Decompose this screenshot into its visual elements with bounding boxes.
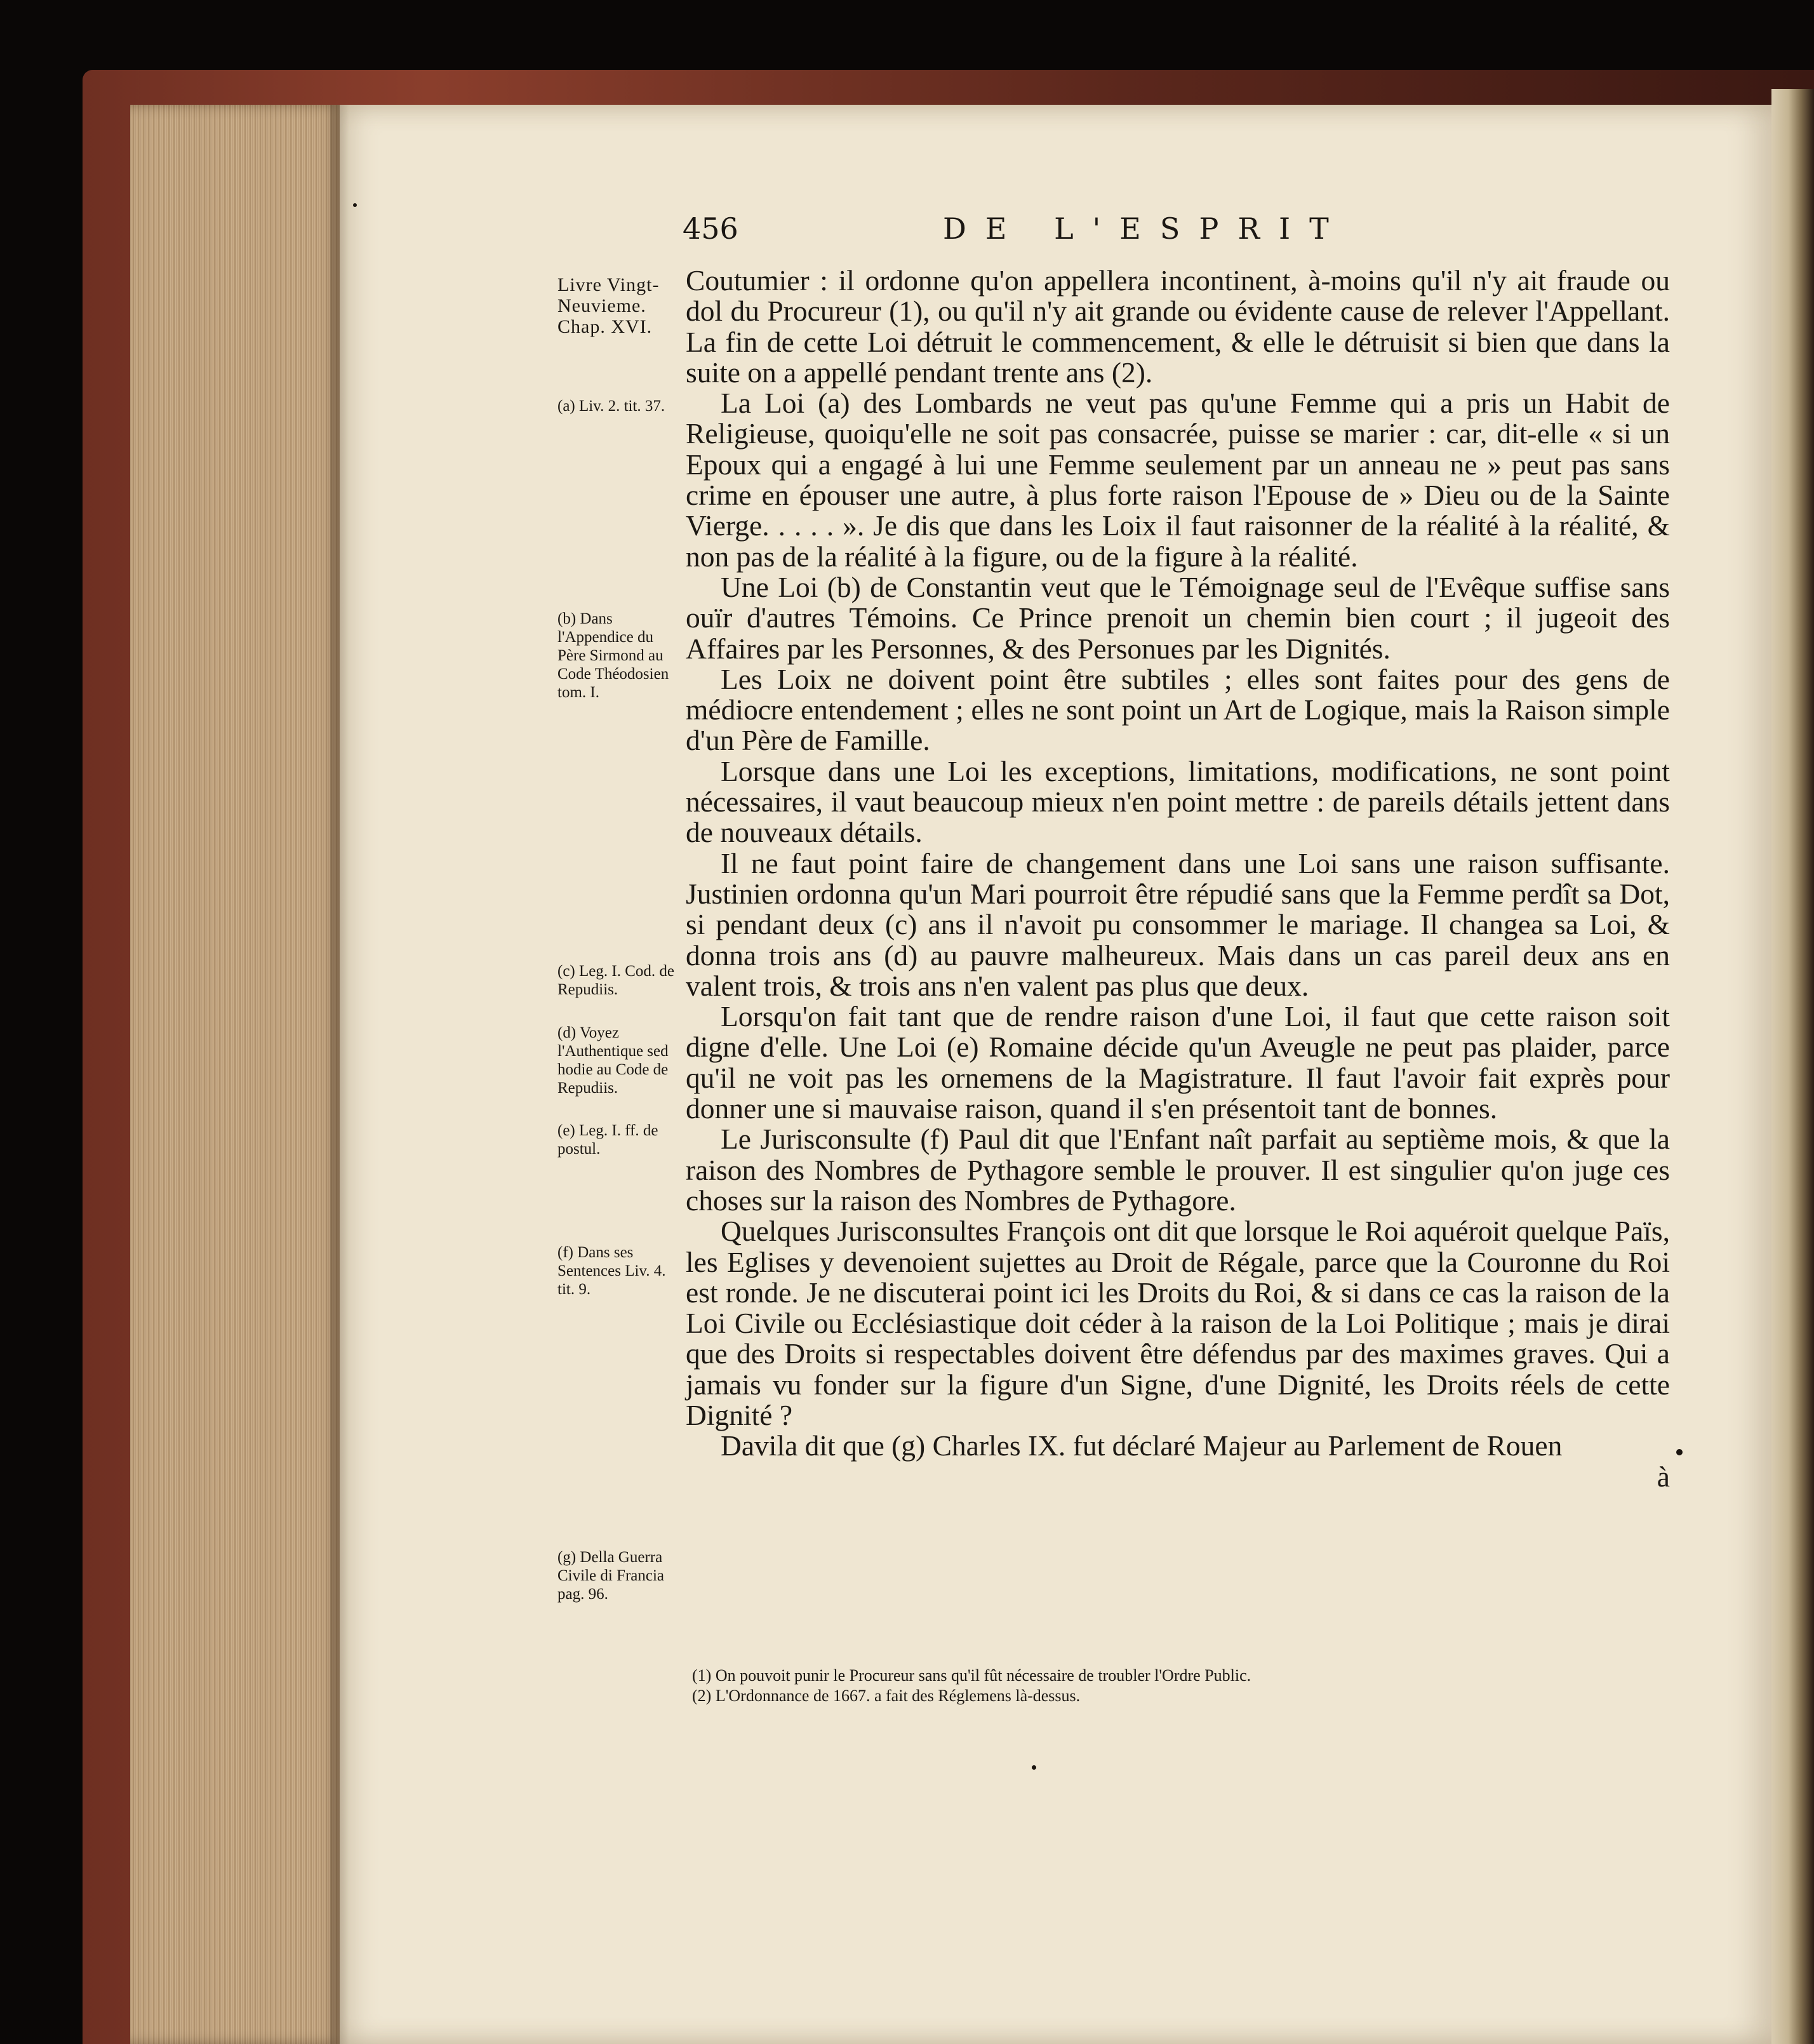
ink-speck — [1676, 1449, 1683, 1455]
margin-note-b: (b) Dans l'Appendice du Père Sirmond au Code Théodosien tom. I. — [557, 610, 669, 701]
footnote-2: (2) L'Ordonnance de 1667. a fait des Réglemens là-dessus. — [692, 1687, 1081, 1705]
running-head — [683, 211, 1698, 250]
page-title: DE L'ESPRIT — [943, 211, 1348, 246]
facing-page-edge — [1771, 89, 1814, 2044]
page-gutter — [330, 105, 349, 2044]
paragraph: Une Loi (b) de Constantin veut que le Témoignage seul de l'Evêque suffise sans ouïr d'autres Témoins. Ce Prince prenoit un chemin bien court ; il jugeoit des Affaires par les Personnes, & des Personues par les Dignités. — [686, 570, 1670, 665]
footnote-1: (1) On pouvoit punir le Procureur sans qu'il fût nécessaire de troubler l'Ordre Public. — [692, 1666, 1251, 1685]
margin-note-f: (f) Dans ses Sentences Liv. 4. tit. 9. — [557, 1244, 666, 1298]
paragraph: Le Jurisconsulte (f) Paul dit que l'Enfant naît parfait au septième mois, & que la raison des Nombres de Pythagore semble le prouver. Il est singulier qu'on juge ces choses sur la raison des Nombres de Pythagore. — [686, 1123, 1670, 1217]
paragraph: Les Loix ne doivent point être subtiles ; elles sont faites pour des gens de médiocre entendement ; elles ne sont point un Art de Logique, mais la Raison simple d'un Père de Famille. — [686, 662, 1670, 757]
margin-note-book-chapter: Livre Vingt-Neuvieme. Chap. XVI. — [557, 274, 660, 337]
paragraph: La Loi (a) des Lombards ne veut pas qu'une Femme qui a pris un Habit de Religieuse, quoiqu'elle ne soit pas consacrée, puisse se marier : car, dit-elle « si un Epoux qui a engagé à lui une Femme seulement par un anneau ne » peut pas sans crime en épouser une autre, à plus forte raison l'Epouse de » Dieu ou de la Sainte Vierge. . . . . ». Je dis que dans les Loix il faut raisonner de la réalité à la réalité, & non pas de la réalité à la figure, ou de la figure à la réalité. — [686, 387, 1670, 573]
paragraph: Lorsque dans une Loi les exceptions, limitations, modifications, ne sont point nécessaires, il vaut beaucoup mieux n'en point mettre : de pareils détails jettent dans de nouveaux détails. — [686, 754, 1670, 849]
paragraph: Coutumier : il ordonne qu'on appellera incontinent, à-moins qu'il n'y ait fraude ou dol du Procureur (1), ou qu'il n'y ait grande ou évidente cause de relever l'Appellant. La fin de cette Loi détruit le commencement, & elle le détruisit si bien que dans la suite on a appellé pendant trente ans (2). — [686, 264, 1670, 389]
ink-speck — [1032, 1765, 1036, 1770]
footnotes — [692, 1666, 1683, 1706]
paragraph: Lorsqu'on fait tant que de rendre raison d'une Loi, il faut que cette raison soit digne d'elle. Une Loi (e) Romaine décide qu'un Aveugle ne peut pas plaider, parce qu'il ne voit pas les ornemens de la Magistrature. Il faut l'avoir fait exprès pour donner une si mauvaise raison, quand il s'en présentoit tant de bonnes. — [686, 1000, 1670, 1125]
margin-note-a: (a) Liv. 2. tit. 37. — [557, 397, 665, 415]
page-edges — [130, 105, 343, 2044]
margin-note-d: (d) Voyez l'Authentique sed hodie au Code de Repudiis. — [557, 1024, 669, 1097]
page-number: 456 — [683, 211, 738, 246]
margin-note-g: (g) Della Guerra Civile di Francia pag. 96. — [557, 1549, 665, 1603]
ink-speck — [353, 203, 357, 207]
paragraph: Davila dit que (g) Charles IX. fut déclaré Majeur au Parlement de Rouen — [721, 1429, 1563, 1462]
margin-note-e: (e) Leg. I. ff. de postul. — [557, 1122, 658, 1158]
margin-note-c: (c) Leg. I. Cod. de Repudiis. — [557, 963, 674, 998]
paragraph: Quelques Jurisconsultes François ont dit que lorsque le Roi aquéroit quelque Païs, les Eglises y devenoient sujettes au Droit de Régale, parce que la Couronne du Roi est ronde. Je ne discuterai point ici les Droits du Roi, & si dans ce cas la raison de la Loi Civile ou Ecclésiastique doit céder à la raison de la Loi Politique ; mais je dirai que des Droits si respectables doivent être défendus par des maximes graves. Qui a jamais vu fonder sur la figure d'un Signe, d'une Dignité, les Droits réels de cette Dignité ? — [686, 1215, 1670, 1431]
body-text — [686, 265, 1670, 1492]
paragraph: Il ne faut point faire de changement dans une Loi sans une raison suffisante. Justinien ordonna qu'un Mari pourroit être répudié sans que la Femme perdît sa Dot, si pendant deux (c) ans il n'avoit pu consommer le mariage. Il changea sa Loi, & donna trois ans (d) au pauvre malheureux. Mais dans un cas pareil deux ans en valent trois, & trois ans n'en valent pas plus que deux. — [686, 846, 1670, 1002]
catchword: à — [1657, 1460, 1670, 1493]
